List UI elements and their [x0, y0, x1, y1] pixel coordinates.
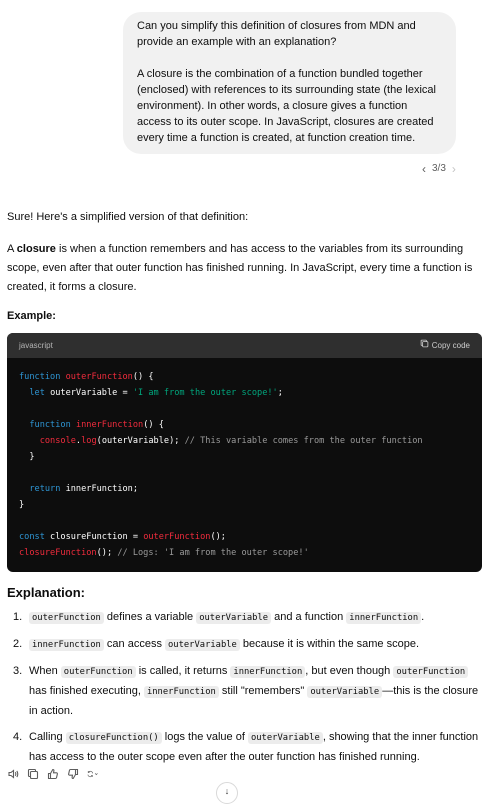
- code-language-label: javascript: [19, 340, 53, 350]
- code-token: (outerVariable);: [96, 436, 185, 446]
- inline-code: outerVariable: [196, 612, 271, 624]
- code-token: ();: [210, 532, 226, 542]
- copy-icon[interactable]: [27, 768, 39, 780]
- code-token: ;: [277, 388, 283, 398]
- code-token: closureFunction: [19, 548, 97, 558]
- read-aloud-icon[interactable]: [7, 768, 19, 780]
- code-token: }: [19, 500, 25, 510]
- code-block: [7, 333, 482, 572]
- regenerate-icon[interactable]: [87, 768, 107, 780]
- code-line: [19, 529, 470, 545]
- explanation-item: [7, 728, 483, 767]
- list-number: 2.: [13, 638, 23, 650]
- definition-text: is when a function remembers and has access to the variables from its surrounding scope, even after that outer function has finished running. In JavaScript, every time a function is created, it forms a closure.: [7, 243, 473, 293]
- code-token: .: [75, 436, 82, 446]
- code-token: closureFunction =: [50, 532, 144, 542]
- user-message-line-1: Can you simplify this definition of closures from MDN and provide an example with an explanation?: [137, 20, 416, 48]
- code-token: }: [19, 452, 35, 462]
- code-line: [19, 433, 470, 449]
- inline-code: outerVariable: [165, 639, 240, 651]
- text-run: defines a variable: [103, 611, 197, 623]
- code-line: [19, 449, 470, 465]
- code-line: [19, 385, 470, 401]
- code-line: [19, 481, 470, 497]
- inline-code: closureFunction(): [66, 732, 162, 744]
- code-line: [19, 465, 470, 481]
- text-run: because it is within the same scope.: [239, 638, 420, 650]
- text-run: .: [421, 611, 425, 623]
- text-run: is called, it returns: [135, 665, 231, 677]
- code-token: [19, 420, 29, 430]
- code-token: ();: [96, 548, 118, 558]
- assistant-intro: Sure! Here's a simplified version of that definition:: [7, 211, 249, 223]
- closure-definition: [7, 240, 483, 297]
- previous-response-icon[interactable]: ‹: [422, 162, 426, 176]
- code-token: let: [29, 388, 51, 398]
- message-action-bar: [7, 768, 107, 780]
- code-token: // This variable comes from the outer function: [184, 436, 423, 446]
- code-line: [19, 513, 470, 529]
- definition-prefix: A: [7, 243, 17, 255]
- code-line: [19, 497, 470, 513]
- text-run: Calling: [29, 731, 66, 743]
- list-number: 1.: [13, 611, 23, 623]
- text-run: still "remembers": [218, 685, 308, 697]
- code-line: [19, 369, 470, 385]
- scroll-down-button[interactable]: [216, 782, 238, 804]
- text-run: can access: [103, 638, 165, 650]
- list-number: 4.: [13, 731, 23, 743]
- inline-code: innerFunction: [346, 612, 421, 624]
- inline-code: innerFunction: [144, 686, 219, 698]
- code-line: [19, 417, 470, 433]
- inline-code: outerVariable: [248, 732, 323, 744]
- explanation-text: [29, 608, 483, 628]
- example-heading: Example:: [7, 310, 56, 322]
- inline-code: outerFunction: [393, 666, 468, 678]
- assistant-message: [7, 208, 483, 326]
- code-token: function: [19, 372, 66, 382]
- response-pager: [422, 161, 456, 177]
- text-run: , showing that the inner function has access to the outer scope even after the outer function has finished running.: [29, 731, 479, 763]
- code-token: [19, 436, 40, 446]
- text-run: , but even though: [305, 665, 394, 677]
- inline-code: outerFunction: [61, 666, 136, 678]
- explanation-item: [7, 608, 483, 628]
- explanation-text: [29, 635, 483, 655]
- text-run: logs the value of: [161, 731, 248, 743]
- code-token: [19, 388, 29, 398]
- explanation-list: [7, 608, 483, 774]
- code-token: innerFunction: [75, 420, 144, 430]
- code-token: const: [19, 532, 51, 542]
- code-line: [19, 401, 470, 417]
- text-run: —this is the closure in action.: [29, 685, 479, 717]
- code-token: console: [39, 436, 76, 446]
- code-token: log: [81, 436, 97, 446]
- inline-code: outerVariable: [307, 686, 382, 698]
- code-token: () {: [143, 420, 164, 430]
- next-response-icon[interactable]: ›: [451, 162, 456, 176]
- code-token: function: [29, 420, 76, 430]
- thumbs-down-icon[interactable]: [67, 768, 79, 780]
- code-token: 'I am from the outer scope!': [132, 388, 278, 398]
- code-token: outerVariable =: [50, 388, 133, 398]
- explanation-text: [29, 662, 483, 721]
- text-run: has finished executing,: [29, 685, 144, 697]
- code-token: [19, 484, 29, 494]
- clipboard-icon: [420, 338, 429, 354]
- inline-code: innerFunction: [230, 666, 305, 678]
- code-line: [19, 545, 470, 561]
- code-token: innerFunction;: [65, 484, 139, 494]
- thumbs-up-icon[interactable]: [47, 768, 59, 780]
- code-token: return: [29, 484, 66, 494]
- explanation-item: [7, 662, 483, 721]
- user-message-line-2: A closure is the combination of a function bundled together (enclosed) with references to its surrounding state (the lexical environment). In other words, a closure gives a function access to its outer scope. In JavaScript, closures are created every time a function is created, at function creation time.: [137, 68, 436, 144]
- inline-code: innerFunction: [29, 639, 104, 651]
- explanation-heading: Explanation:: [7, 585, 86, 600]
- user-message-bubble: [123, 12, 456, 154]
- pager-label: 3/3: [432, 163, 446, 174]
- copy-code-label: Copy code: [431, 340, 470, 350]
- code-token: outerFunction: [65, 372, 133, 382]
- copy-code-button[interactable]: [420, 338, 470, 354]
- code-token: outerFunction: [143, 532, 211, 542]
- code-token: // Logs: 'I am from the outer scope!': [117, 548, 309, 558]
- text-run: and a function: [271, 611, 347, 623]
- arrow-down-icon: ↓: [224, 786, 230, 796]
- explanation-item: [7, 635, 483, 655]
- explanation-text: [29, 728, 483, 767]
- definition-term: closure: [16, 243, 56, 255]
- list-number: 3.: [13, 665, 23, 677]
- code-content: [7, 358, 482, 561]
- code-block-header: [7, 333, 482, 358]
- text-run: When: [29, 665, 61, 677]
- inline-code: outerFunction: [29, 612, 104, 624]
- code-token: () {: [132, 372, 154, 382]
